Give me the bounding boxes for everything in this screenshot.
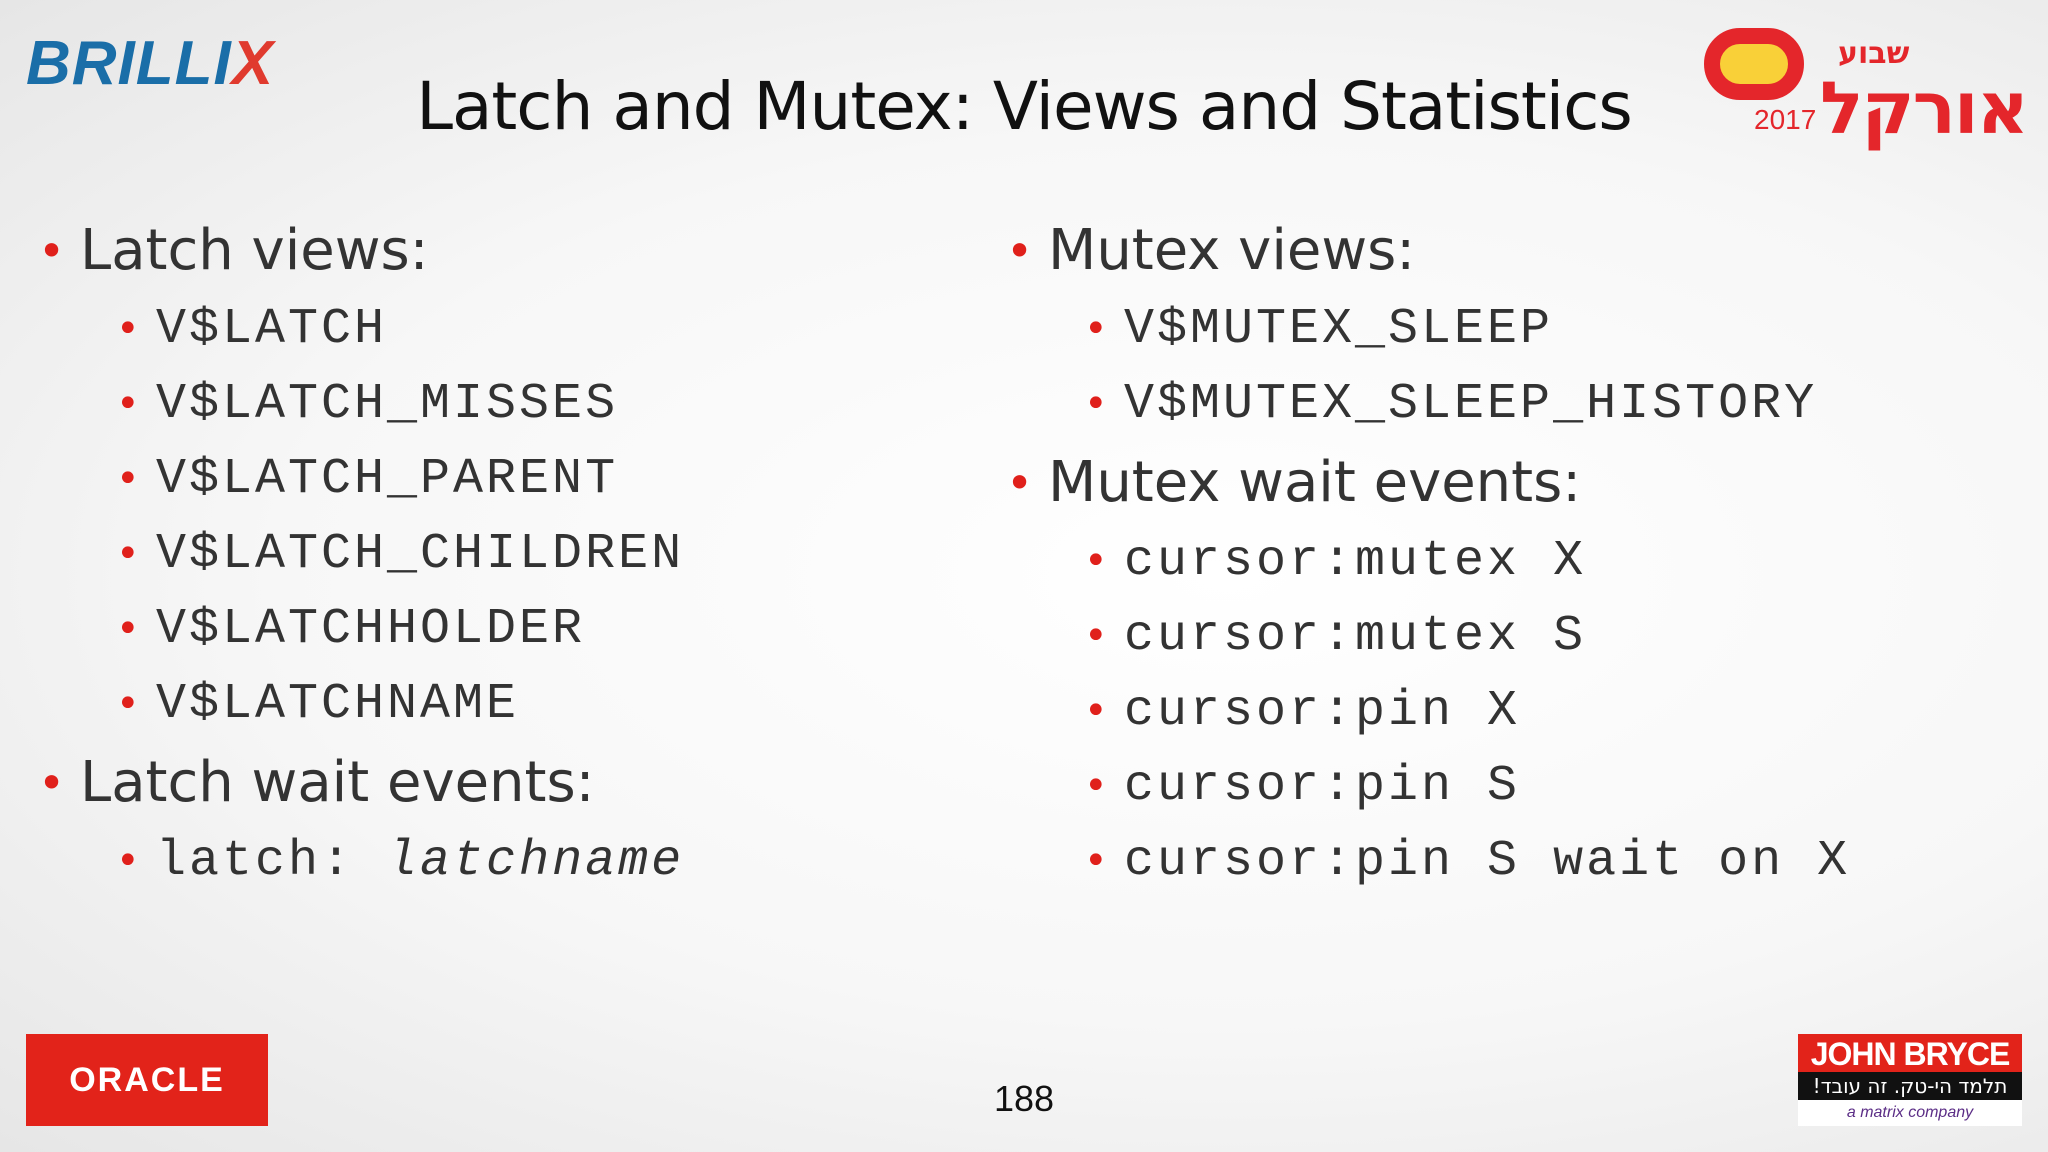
bullet-icon: • bbox=[38, 756, 66, 810]
bullet-icon: • bbox=[1006, 224, 1034, 278]
bullet-icon: • bbox=[1084, 763, 1108, 809]
oracle-week-hebrew-top: שבוע bbox=[1838, 36, 1910, 71]
bullet-icon: • bbox=[116, 606, 140, 652]
mutex-views-heading: • Mutex views: bbox=[1006, 210, 1850, 292]
bullet-icon: • bbox=[1006, 456, 1034, 510]
bullet-icon: • bbox=[116, 531, 140, 577]
latch-view-item: • V$LATCH_PARENT bbox=[38, 442, 684, 517]
bullet-icon: • bbox=[1084, 838, 1108, 884]
bullet-icon: • bbox=[116, 838, 140, 884]
mutex-wait-events-heading: • Mutex wait events: bbox=[1006, 442, 1850, 524]
left-column bbox=[38, 210, 684, 899]
latch-wait-event-item: • latch: latchname bbox=[38, 824, 684, 899]
latch-view-item: • V$LATCHNAME bbox=[38, 667, 684, 742]
mutex-view-item: • V$MUTEX_SLEEP_HISTORY bbox=[1006, 367, 1850, 442]
bullet-icon: • bbox=[116, 381, 140, 427]
bullet-icon: • bbox=[1084, 306, 1108, 352]
bullet-icon: • bbox=[1084, 381, 1108, 427]
mutex-wait-event-item: • cursor:mutex S bbox=[1006, 599, 1850, 674]
bullet-icon: • bbox=[116, 681, 140, 727]
oracle-logo-text: ORACLE bbox=[69, 1060, 225, 1099]
bullet-icon: • bbox=[1084, 613, 1108, 659]
oracle-week-ring-icon bbox=[1704, 28, 1804, 100]
bullet-icon: • bbox=[116, 306, 140, 352]
oracle-week-logo bbox=[1700, 22, 2028, 150]
john-bryce-company: a matrix company bbox=[1846, 1104, 1974, 1121]
latch-view-item: • V$LATCH bbox=[38, 292, 684, 367]
mutex-wait-event-item: • cursor:mutex X bbox=[1006, 524, 1850, 599]
john-bryce-tagline: תלמד הי-טק. זה עובד! bbox=[1798, 1072, 2022, 1100]
page-number: 188 bbox=[994, 1078, 1055, 1119]
mutex-wait-event-item: • cursor:pin S bbox=[1006, 749, 1850, 824]
bullet-icon: • bbox=[116, 456, 140, 502]
bullet-icon: • bbox=[1084, 538, 1108, 584]
oracle-week-year: 2017 bbox=[1754, 104, 1817, 135]
latch-view-item: • V$LATCH_MISSES bbox=[38, 367, 684, 442]
slide-title: Latch and Mutex: Views and Statistics bbox=[416, 68, 1632, 145]
oracle-logo bbox=[26, 1034, 268, 1126]
oracle-week-hebrew-main: אורקל bbox=[1820, 66, 2028, 150]
bullet-icon: • bbox=[1084, 688, 1108, 734]
mutex-wait-event-item: • cursor:pin S wait on X bbox=[1006, 824, 1850, 899]
latch-wait-events-heading: • Latch wait events: bbox=[38, 742, 684, 824]
latch-view-item: • V$LATCHHOLDER bbox=[38, 592, 684, 667]
bullet-icon: • bbox=[38, 224, 66, 278]
mutex-view-item: • V$MUTEX_SLEEP bbox=[1006, 292, 1850, 367]
mutex-wait-event-item: • cursor:pin X bbox=[1006, 674, 1850, 749]
latch-view-item: • V$LATCH_CHILDREN bbox=[38, 517, 684, 592]
right-column bbox=[1006, 210, 1850, 899]
latch-views-heading: • Latch views: bbox=[38, 210, 684, 292]
john-bryce-name: JOHN BRYCE bbox=[1798, 1034, 2022, 1072]
brillix-logo-text: BRILLIX bbox=[26, 29, 275, 98]
john-bryce-logo bbox=[1798, 1034, 2022, 1126]
